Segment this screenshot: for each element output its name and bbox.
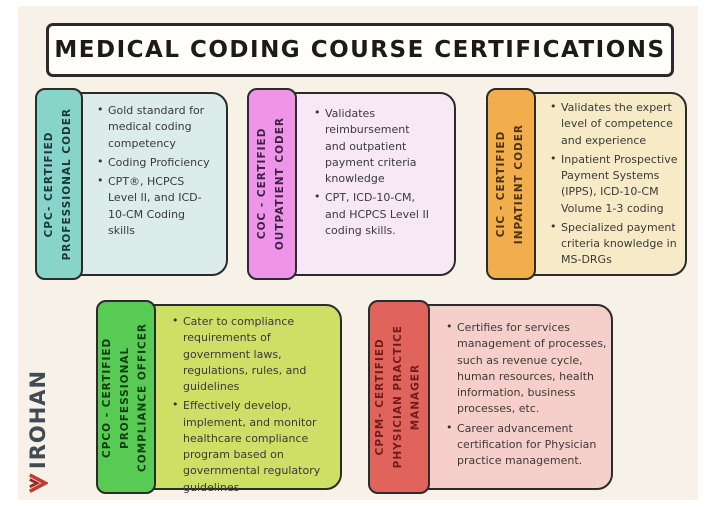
- card-cic-title: [493, 124, 529, 244]
- card-coc-bullets: [314, 106, 432, 242]
- card-coc-sidebar: [247, 88, 297, 280]
- bullet-text: Gold standard for medical coding competency: [108, 104, 205, 150]
- card-cpc-bullets: [97, 103, 215, 242]
- card-cpc-title-line: CPC- CERTIFIED: [43, 131, 56, 237]
- bullet-item: [97, 103, 215, 152]
- page-title: MEDICAL CODING COURSE CERTIFICATIONS: [54, 37, 666, 63]
- brand-wordmark: IROHAN: [26, 369, 50, 470]
- card-cpco-sidebar: [96, 300, 156, 494]
- bullet-item: [446, 320, 608, 418]
- bullet-item: [550, 100, 682, 149]
- card-cpco: [96, 300, 342, 494]
- card-cppm-bullets: [446, 320, 608, 472]
- card-cppm: [368, 300, 613, 494]
- card-cpc: [35, 88, 228, 280]
- bullet-text: Cater to compliance requirements of government laws, regulations, rules, and guidelines: [183, 315, 307, 394]
- brand-logo: [16, 362, 60, 502]
- bullet-dot-icon: •: [446, 420, 453, 434]
- virohan-v-icon: [28, 472, 48, 494]
- bullet-text: CPT®, HCPCS Level II, and ICD-10-CM Coding skills: [108, 175, 202, 237]
- card-coc-title-line: COC - CERTIFIED: [256, 128, 269, 240]
- card-cppm-title-line: CPPM- CERTIFIED: [374, 338, 387, 456]
- bullet-dot-icon: •: [446, 320, 453, 333]
- bullet-dot-icon: •: [172, 398, 179, 412]
- bullet-item: [550, 152, 682, 217]
- card-cpco-title-line: COMPLIANCE OFFICER: [136, 322, 149, 472]
- bullet-text: Inpatient Prospective Payment Systems (IPPS), ICD-10-CM Volume 1-3 coding: [561, 152, 678, 215]
- card-cpco-title-line: PROFESSIONAL: [119, 345, 132, 449]
- card-cpco-title: [99, 323, 153, 472]
- bullet-dot-icon: •: [97, 174, 104, 188]
- card-cpco-title-line: CPCO - CERTIFIED: [101, 336, 114, 458]
- card-cpc-title: [41, 108, 77, 260]
- card-cpc-sidebar: [35, 88, 83, 280]
- card-cpco-bullets: [172, 314, 330, 499]
- bullet-dot-icon: •: [97, 154, 104, 168]
- card-cic-sidebar: [486, 88, 536, 280]
- bullet-item: [172, 314, 330, 395]
- bullet-text: Effectively develop, implement, and monitor healthcare compliance program based on governmental regulatory guidelines: [183, 399, 321, 494]
- bullet-text: Validates the expert level of competence and experience: [561, 101, 673, 147]
- bullet-item: [446, 421, 608, 470]
- bullet-dot-icon: •: [314, 190, 321, 204]
- bullet-dot-icon: •: [314, 106, 321, 119]
- bullet-dot-icon: •: [550, 151, 557, 165]
- card-cppm-title: [372, 325, 426, 468]
- bullet-text: Certifies for services management of processes, such as revenue cycle, human resources, health information, business processes, etc.: [457, 321, 607, 416]
- bullet-dot-icon: •: [550, 100, 557, 113]
- card-cic-title-line: INPATIENT CODER: [513, 123, 525, 245]
- bullet-item: [172, 398, 330, 496]
- bullet-item: [550, 220, 682, 269]
- bullet-item: [314, 106, 432, 187]
- bullet-text: Validates reimbursement and outpatient payment criteria knowledge: [325, 107, 417, 186]
- card-cpc-title-line: PROFESSIONAL CODER: [61, 107, 73, 261]
- bullet-text: Specialized payment criteria knowledge in MS-DRGs: [561, 220, 677, 267]
- card-coc: [247, 88, 456, 280]
- bullet-item: [97, 155, 215, 171]
- bullet-text: Career advancement certification for Physician practice management.: [457, 421, 597, 468]
- card-cic: [486, 88, 687, 280]
- bullet-text: CPT, ICD-10-CM, and HCPCS Level II coding skills.: [325, 191, 429, 237]
- card-cppm-title-line: MANAGER: [409, 363, 422, 431]
- bullet-dot-icon: •: [550, 219, 557, 233]
- bullet-dot-icon: •: [172, 314, 179, 327]
- bullet-item: [97, 174, 215, 239]
- bullet-item: [314, 190, 432, 239]
- title-box: [46, 23, 674, 77]
- card-coc-title: [254, 117, 290, 250]
- card-cic-bullets: [550, 100, 682, 272]
- card-cppm-sidebar: [368, 300, 430, 494]
- bullet-dot-icon: •: [97, 103, 104, 116]
- card-cic-title-line: CIC - CERTIFIED: [495, 130, 508, 238]
- card-coc-title-line: OUTPATIENT CODER: [274, 117, 286, 251]
- bullet-text: Coding Proficiency: [108, 155, 210, 169]
- card-cppm-title-line: PHYSICIAN PRACTICE: [392, 325, 405, 469]
